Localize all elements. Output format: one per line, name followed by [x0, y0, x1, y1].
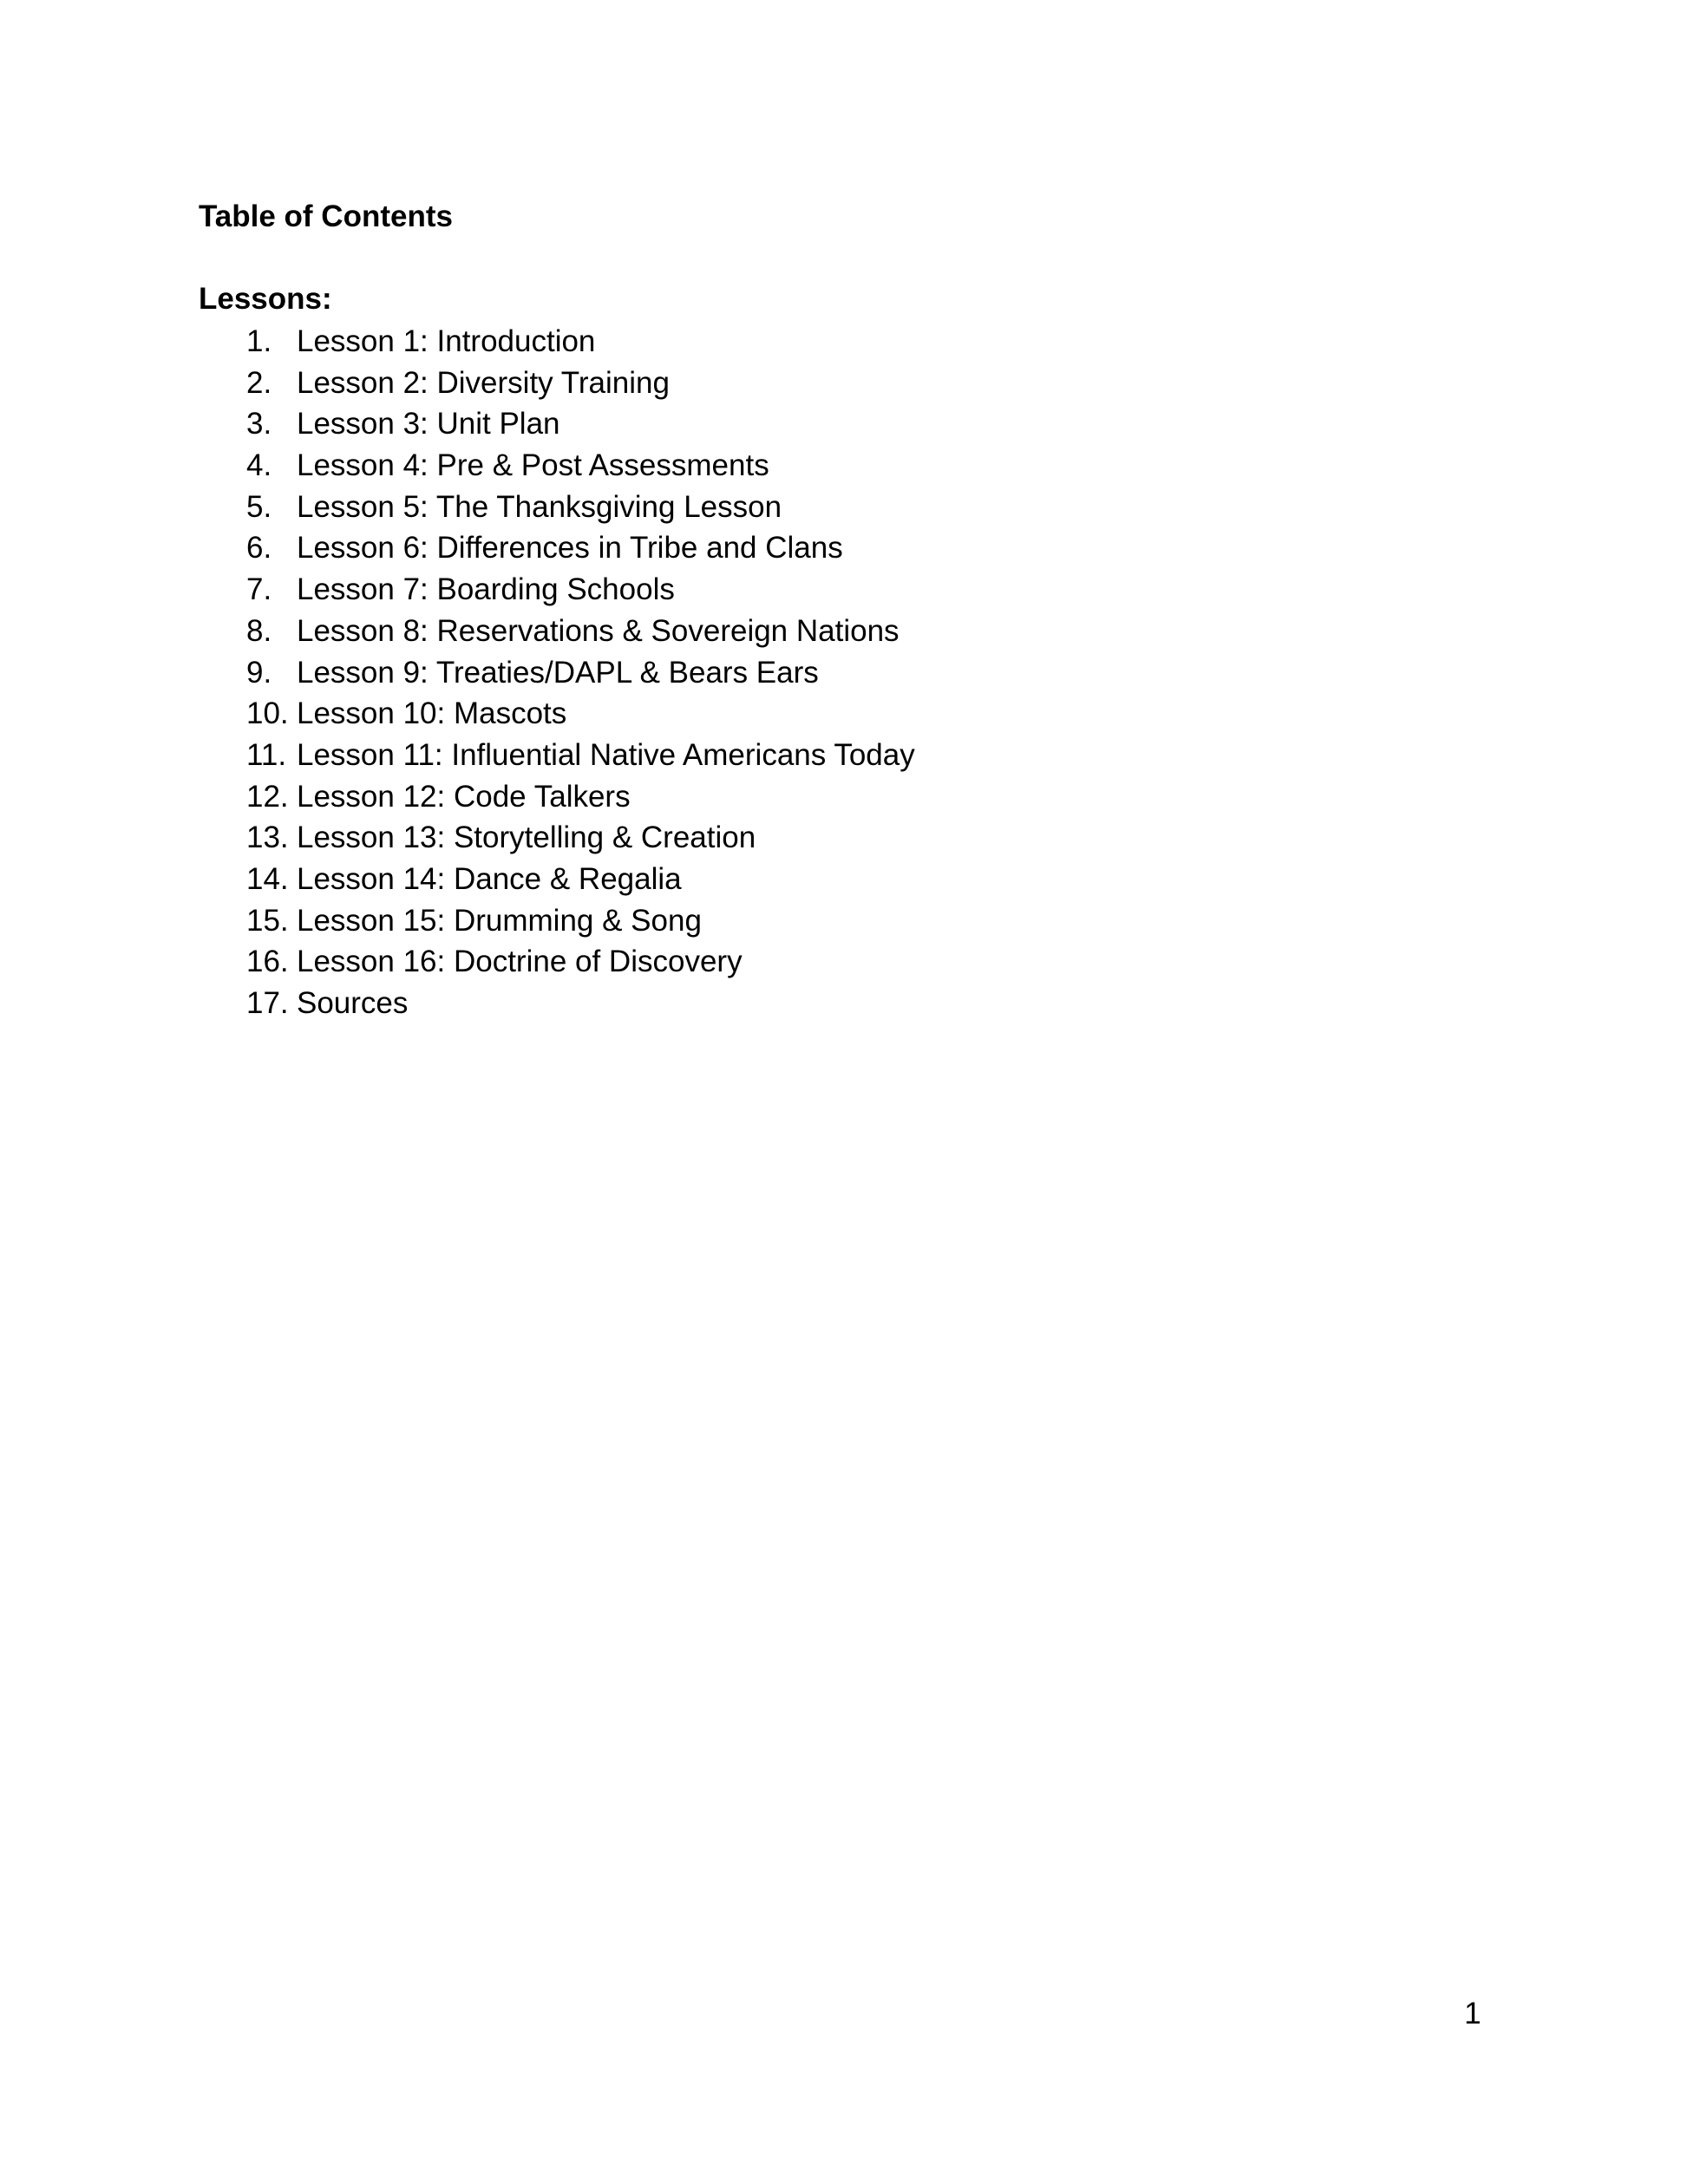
toc-item-number: 12. — [246, 779, 289, 814]
toc-item-number: 3. — [246, 407, 272, 441]
toc-item-label: Lesson 7: Boarding Schools — [297, 572, 675, 607]
toc-item-label: Lesson 6: Differences in Tribe and Clans — [297, 531, 843, 566]
toc-item-label: Lesson 3: Unit Plan — [297, 407, 560, 441]
toc-item-number: 10. — [246, 696, 289, 731]
toc-item-label: Sources — [297, 986, 409, 1020]
toc-item-label: Lesson 1: Introduction — [297, 324, 596, 358]
toc-item-number: 14. — [246, 861, 289, 896]
page-number: 1 — [1464, 1997, 1482, 2030]
toc-item-label: Lesson 12: Code Talkers — [297, 779, 631, 814]
toc-item-label: Lesson 16: Doctrine of Discovery — [297, 945, 743, 979]
toc-item-number: 1. — [246, 324, 272, 358]
toc-item-number: 7. — [246, 572, 272, 607]
toc-item-label: Lesson 9: Treaties/DAPL & Bears Ears — [297, 655, 819, 690]
toc-item-label: Lesson 13: Storytelling & Creation — [297, 821, 756, 855]
toc-item-number: 11. — [246, 737, 287, 772]
toc-item-number: 8. — [246, 613, 272, 648]
toc-item-number: 17. — [246, 986, 289, 1020]
toc-item-label: Lesson 2: Diversity Training — [297, 365, 670, 400]
toc-item-number: 2. — [246, 365, 272, 400]
toc-item-label: Lesson 14: Dance & Regalia — [297, 861, 682, 896]
toc-item-number: 15. — [246, 903, 289, 938]
toc-item-number: 4. — [246, 448, 272, 483]
toc-item-label: Lesson 10: Mascots — [297, 696, 567, 731]
toc-item-label: Lesson 5: The Thanksgiving Lesson — [297, 489, 782, 524]
toc-item-number: 9. — [246, 655, 272, 690]
toc-item-number: 5. — [246, 489, 272, 524]
toc-item-label: Lesson 4: Pre & Post Assessments — [297, 448, 769, 483]
toc-item-label: Lesson 11: Influential Native Americans Today — [297, 737, 915, 772]
page-title: Table of Contents — [199, 199, 453, 233]
toc-item-number: 16. — [246, 945, 289, 979]
toc-item-label: Lesson 15: Drumming & Song — [297, 903, 702, 938]
toc-item-number: 6. — [246, 531, 272, 566]
toc-item-number: 13. — [246, 821, 289, 855]
toc-item-label: Lesson 8: Reservations & Sovereign Nations — [297, 613, 900, 648]
section-heading-lessons: Lessons: — [199, 282, 332, 316]
